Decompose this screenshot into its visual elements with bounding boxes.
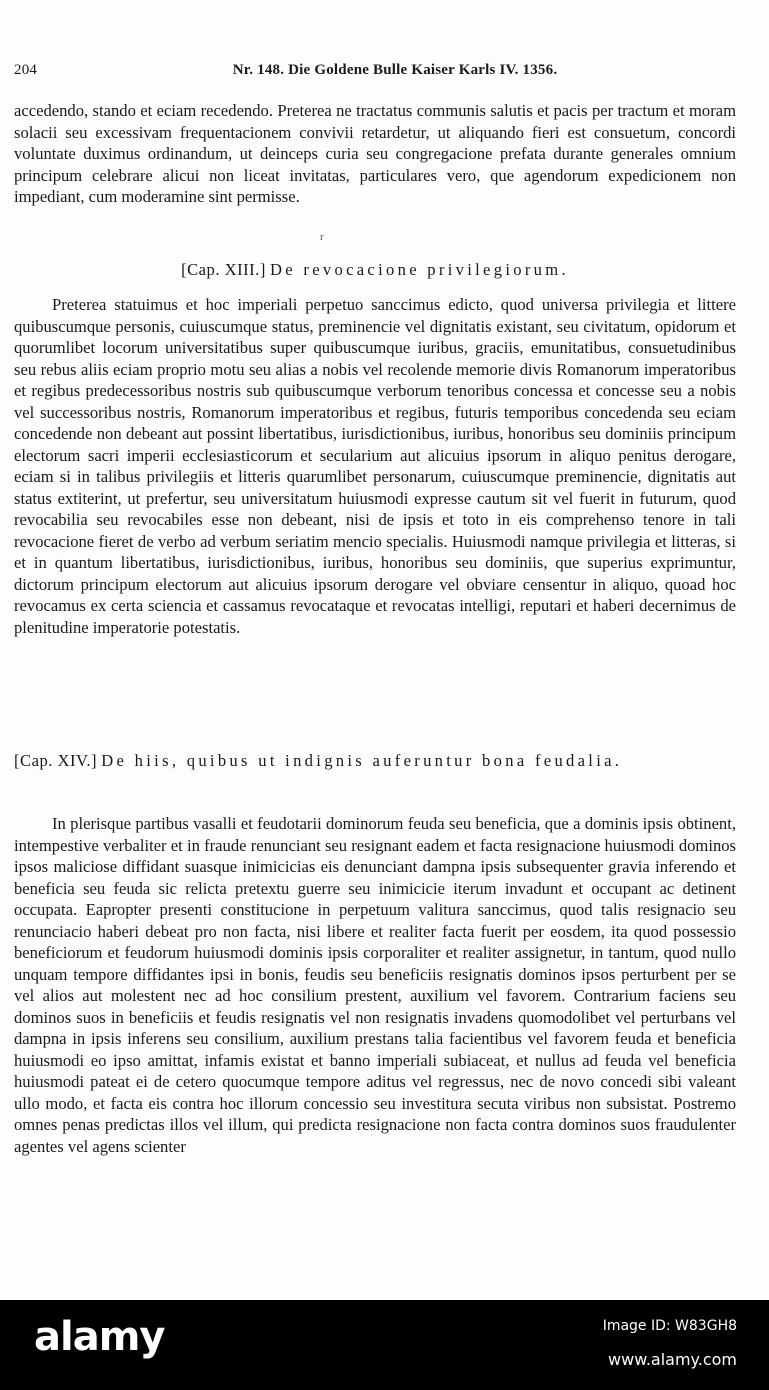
- chapter-14-paragraph: In plerisque partibus vasalli et feudotarii dominorum feuda seu beneficia, que a dominis ipsis obtinent, intempestive verbaliter et in fraude renunciant seu resignant eadem et facta resignacione huiusmodi dominos ipsos maliciose diffidant suasque inimicicias eis denunciant dampna ipsis subsequenter gravia inferendo et beneficia seu feuda sic relicta pretextu guerre seu inimicicie iterum invadunt et occupant ac detinent occupata. Eapropter presenti constitucione in perpetuum valitura sanccimus, quod talis resignacio seu renunciacio haberi debeat pro non facta, nisi libere et realiter facta fuerit per eosdem, ita quod possessio beneficiorum et feudorum huiusmodi dominis ipsis corporaliter et realiter assignetur, in tantum, quod nullo unquam tempore diffidantes ipsi in bonis, feudis seu beneficiis resignatis dominos ipsos perturbent per se vel alios aut molestent nec ad hoc consilium prestent, auxilium vel favorem. Contrarium faciens seu dominos suos in beneficiis et feudis resignatis vel non resignatis invadens quomodolibet vel perturbans vel dampna in ipsis inferens seu consilium, auxilium prestans talia facientibus vel favorem feuda et beneficia huiusmodi eo ipso amittat, infamis existat et banno imperiali subiaceat, et nullus ad feuda vel beneficia huiusmodi pateat ei de cetero quocumque tempore aditus vel regressus, nec de novo concedi sibi valeant ullo modo, et facta eis contra hoc illorum concessio seu investitura secuta viribus non subsistat. Postremo omnes penas predictas illos vel illum, qui predicta resignacione non facta contra dominos suos fraudulenter agentes vel agens scienter: [14, 814, 736, 1156]
- chapter-13-title: De revocacione privilegiorum.: [270, 260, 569, 279]
- chapter-14-body: [14, 813, 736, 1157]
- intro-paragraph-block: [14, 100, 736, 208]
- chapter-14-title: De hiis, quibus ut indignis auferuntur bona feudalia.: [101, 751, 623, 770]
- watermark-banner: [0, 1300, 769, 1390]
- chapter-13-label: [Cap. XIII.]: [181, 260, 266, 279]
- stray-mark: r: [320, 231, 324, 243]
- chapter-13-paragraph: Preterea statuimus et hoc imperiali perpetuo sanccimus edicto, quod universa privilegia et littere quibuscumque personis, cuiuscumque status, preminencie vel dignitatis existant, seu civitatum, opidorum et quorumlibet locorum universitatibus super quibuscumque iuribus, graciis, emunitatibus, consuetudinibus seu rebus aliis eciam proprio motu seu alias a nobis vel recolende memorie divis Romanorum imperatoribus et regibus predecessoribus nostris sub quibuscumque verborum tenoribus concessa et concesse seu a nobis vel successoribus nostris, Romanorum imperatoribus et regibus, futuris temporibus concedenda seu eciam concedende non debeant aut possint libertatibus, iurisdictionibus, iuribus, honoribus seu dominiis principum electorum sacri imperii ecclesiasticorum et secularium aut alicuius ipsorum in aliquo penitus derogare, eciam si in talibus privilegiis et litteris quarumlibet personarum, cuiuscumque preminencie, dignitatis aut status extiterint, ut prefertur, seu universitatum huiusmodi expresse cautum sit vel fuerit in futurum, quod revocabilia seu revocabiles esse non debeant, nisi de ipsis et toto in eis comprehenso tenore in tali revocacione fieret de verbo ad verbum seriatim mencio specialis. Huiusmodi namque privilegia et litteras, si et in quantum libertatibus, iurisdictionibus, iuribus, honoribus seu dominiis, que superius exprimuntur, dictorum principum electorum aut alicuius ipsorum derogare vel obviare censentur in aliquo, quoad hoc revocamus ex certa sciencia et cassamus revocataque et revocatas intelligi, reputari et haberi decernimus de plenitudine imperatorie potestatis.: [14, 295, 736, 637]
- chapter-14-heading: [14, 750, 736, 772]
- page-header: [14, 62, 736, 86]
- alamy-logo: alamy: [34, 1314, 165, 1360]
- chapter-13-heading: [14, 259, 736, 281]
- intro-paragraph: accedendo, stando et eciam recedendo. Preterea ne tractatus communis salutis et pacis per tractum et moram solacii seu excessivam frequentacionem convivii retardetur, ut aliquando fieri est consuetum, concordi voluntate duximus ordinandum, ut deinceps curia seu congregacione prefata durante generales omnium principum celebrare alicui non liceat invitatas, particulares vero, que agendorum expedicionem non impediant, cum moderamine sint permisse.: [14, 101, 736, 206]
- chapter-13-body: [14, 294, 736, 638]
- site-url: www.alamy.com: [608, 1350, 737, 1369]
- running-title: Nr. 148. Die Goldene Bulle Kaiser Karls IV. 1356.: [232, 62, 558, 78]
- page-number: 204: [14, 62, 38, 78]
- image-id-label: Image ID: W83GH8: [602, 1318, 737, 1334]
- chapter-14-label: [Cap. XIV.]: [14, 751, 98, 770]
